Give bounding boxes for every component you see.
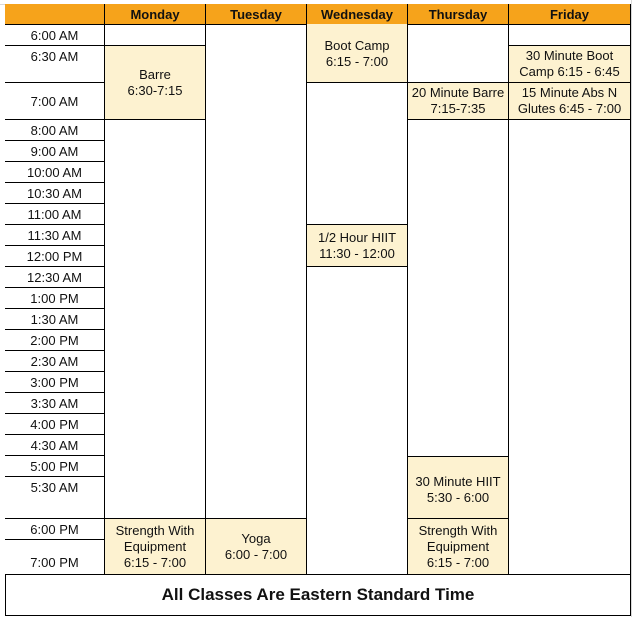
time-cell: 10:00 AM: [5, 162, 105, 183]
time-cell: 4:30 AM: [5, 435, 105, 456]
time-cell: 1:30 AM: [5, 309, 105, 330]
event-strength-monday: Strength With Equipment 6:15 - 7:00: [105, 518, 206, 575]
event-strength-thursday: Strength With Equipment 6:15 - 7:00: [408, 518, 509, 575]
time-cell: 6:30 AM: [5, 46, 105, 83]
time-cell: 9:00 AM: [5, 141, 105, 162]
header-monday: Monday: [105, 4, 206, 25]
event-half-hour-hiit: 1/2 Hour HIIT 11:30 - 12:00: [307, 224, 408, 267]
event-hiit-30: 30 Minute HIIT 5:30 - 6:00: [408, 456, 509, 519]
sheet-gridline: [631, 0, 632, 617]
time-cell: 5:30 AM: [5, 477, 105, 519]
header-corner: [5, 4, 105, 25]
time-cell: 6:00 PM: [5, 519, 105, 540]
time-cell: 2:00 PM: [5, 330, 105, 351]
wednesday-open-block: [307, 83, 408, 225]
friday-open-block: [509, 120, 631, 575]
event-barre-20: 20 Minute Barre 7:15-7:35: [408, 82, 509, 120]
time-cell: 7:00 PM: [5, 540, 105, 575]
time-cell: 4:00 PM: [5, 414, 105, 435]
sheet-gridline: [0, 4, 5, 5]
tuesday-open-block: [206, 25, 307, 519]
event-boot-camp-30: 30 Minute Boot Camp 6:15 - 6:45: [509, 45, 631, 83]
header-friday: Friday: [509, 4, 631, 25]
thursday-open-block: [408, 25, 509, 83]
header-tuesday: Tuesday: [206, 4, 307, 25]
time-cell: 1:00 PM: [5, 288, 105, 309]
header-wednesday: Wednesday: [307, 4, 408, 25]
monday-open-block: [105, 120, 206, 519]
friday-empty-cell: [509, 25, 631, 46]
time-cell: 10:30 AM: [5, 183, 105, 204]
time-cell: 3:00 PM: [5, 372, 105, 393]
time-cell: 11:30 AM: [5, 225, 105, 246]
event-barre: Barre 6:30-7:15: [105, 45, 206, 120]
header-thursday: Thursday: [408, 4, 509, 25]
thursday-open-block-mid: [408, 120, 509, 457]
wednesday-open-block-lower: [307, 267, 408, 575]
time-cell: 12:00 PM: [5, 246, 105, 267]
time-cell: 2:30 AM: [5, 351, 105, 372]
event-abs-glutes: 15 Minute Abs N Glutes 6:45 - 7:00: [509, 82, 631, 120]
time-cell: 11:00 AM: [5, 204, 105, 225]
time-cell: 3:30 AM: [5, 393, 105, 414]
event-boot-camp: Boot Camp 6:15 - 7:00: [307, 24, 408, 83]
time-cell: 12:30 AM: [5, 267, 105, 288]
time-cell: 8:00 AM: [5, 120, 105, 141]
monday-empty-cell: [105, 25, 206, 46]
time-cell: 6:00 AM: [5, 25, 105, 46]
time-cell: 7:00 AM: [5, 83, 105, 120]
event-yoga: Yoga 6:00 - 7:00: [206, 518, 307, 575]
timezone-note: All Classes Are Eastern Standard Time: [5, 575, 631, 616]
time-cell: 5:00 PM: [5, 456, 105, 477]
